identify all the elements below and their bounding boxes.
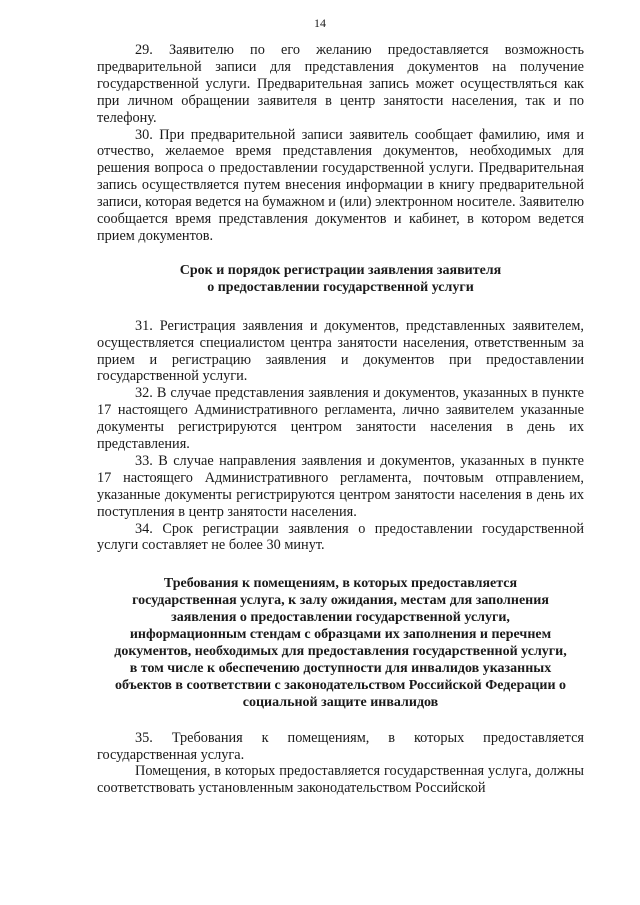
paragraph-32: 32. В случае представления заявления и документов, указанных в пункте 17 настоящего Административного регламента, лично заявителем указанные документы регистрируются центром занятости населения в день их представления. bbox=[97, 385, 584, 453]
paragraph-31: 31. Регистрация заявления и документов, представленных заявителем, осуществляется специалистом центра занятости населения, ответственным за прием и регистрацию заявления и документов при предоставлении государственной услуги. bbox=[97, 317, 584, 385]
heading-line: информационным стендам с образцами их заполнения и перечнем bbox=[129, 627, 552, 643]
heading-line: в том числе к обеспечению доступности для инвалидов указанных bbox=[129, 660, 552, 676]
paragraph-premises: Помещения, в которых предоставляется государственная услуга, должны соответствовать установленным законодательством Российской bbox=[97, 763, 584, 797]
heading-line: объектов в соответствии с законодательством Российской Федерации о bbox=[114, 677, 567, 693]
paragraph-34: 34. Срок регистрации заявления о предоставлении государственной услуги составляет не более 30 минут. bbox=[97, 520, 584, 554]
paragraph-35: 35. Требования к помещениям, в которых предоставляется государственная услуга. bbox=[97, 729, 584, 763]
document-body bbox=[97, 42, 584, 797]
paragraph-29: 29. Заявителю по его желанию предоставляется возможность предварительной записи для представления документов на получение государственной услуги. Предварительная запись может осуществляться как при личном обращении заявителя в центр занятости населения, так и по телефону. bbox=[97, 42, 584, 126]
heading-line: государственная услуга, к залу ожидания, местам для заполнения bbox=[132, 593, 549, 609]
paragraph-33: 33. В случае направления заявления и документов, указанных в пункте 17 настоящего Административного регламента, почтовым отправлением, указанные документы регистрируются центром занятости населения в день их поступления в центр занятости населения. bbox=[97, 452, 584, 520]
section-heading-registration bbox=[97, 263, 584, 297]
heading-line: социальной защите инвалидов bbox=[242, 694, 439, 710]
section-heading-premises bbox=[97, 576, 584, 711]
heading-line: документов, необходимых для предоставления государственной услуги, bbox=[114, 644, 567, 659]
heading-line: Требования к помещениям, в которых предоставляется bbox=[163, 576, 518, 592]
heading-line: о предоставлении государственной услуги bbox=[207, 279, 474, 295]
heading-line: заявления о предоставлении государственной услуги, bbox=[171, 610, 510, 626]
paragraph-30: 30. При предварительной записи заявитель сообщает фамилию, имя и отчество, желаемое время представления документов, необходимых для решения вопроса о предоставлении государственной услуги. Предварительная запись осуществляется путем внесения информации в книгу предварительной записи, которая ведется на бумажном и (или) электронном носителе. Заявителю сообщается время представления документов и кабинет, в котором ведется прием документов. bbox=[97, 126, 584, 244]
page-number: 14 bbox=[314, 16, 326, 30]
heading-line: Срок и порядок регистрации заявления заявителя bbox=[179, 262, 502, 278]
